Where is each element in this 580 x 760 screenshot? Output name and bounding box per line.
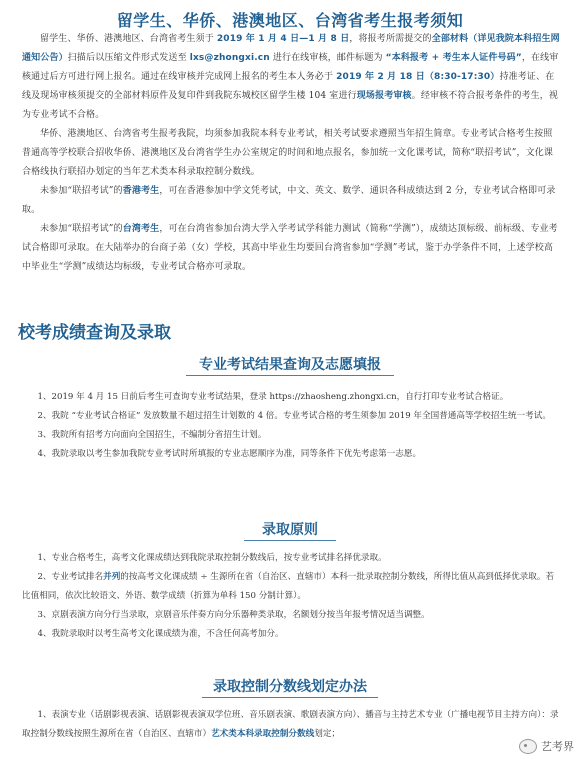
text-run: 扫描后以压缩文件形式发送至 bbox=[67, 53, 190, 63]
wechat-icon bbox=[519, 739, 537, 754]
list-item bbox=[22, 706, 560, 744]
notice-paragraph-1 bbox=[22, 30, 560, 125]
title-underline bbox=[244, 540, 336, 541]
title-underline bbox=[186, 375, 394, 376]
text-run: 未参加“联招考试”的 bbox=[40, 186, 123, 196]
notice-title: 留学生、华侨、港澳地区、台湾省考生报考须知 bbox=[116, 11, 464, 30]
art-score-line-highlight: 艺术类本科录取控制分数线 bbox=[211, 729, 315, 739]
notice-paragraph-4 bbox=[22, 220, 560, 277]
text-run: ，将报考所需提交的 bbox=[349, 34, 432, 44]
text-run: 。经审核不符合报考条件的考生，视为专业考试不合格。 bbox=[22, 91, 559, 120]
control-list bbox=[22, 706, 560, 744]
list-item: 3、京剧表演方向分行当录取，京剧音乐伴奏方向分乐器种类录取，名额划分按当年报考情况适当调整。 bbox=[37, 610, 430, 620]
text-run: 进行在线审核，邮件标题为 bbox=[269, 53, 386, 63]
watermark bbox=[519, 738, 574, 754]
text-run: 持准考证、在线及现场审核须提交的全部材料原件及复印件到我院东城校区留学生楼 104 室进行 bbox=[22, 72, 555, 101]
list-item: 1、2019 年 4 月 15 日前后考生可查询专业考试结果，登录 https://zhaosheng.zhongxi.cn，自行打印专业考试合格证。 bbox=[37, 392, 509, 402]
text-run: ，在线审核通过后方可进行网上报名。通过在线审核并完成网上报名的考生本人务必于 bbox=[22, 53, 559, 82]
text-run: 的按高考文化课成绩 ÷ 生源所在省（自治区、直辖市）本科一批录取控制分数线，所得比值从高到低择优录取。若比值相同，依次比较语文、外语、数学成绩（折算为单科 150 分制计算）。 bbox=[22, 572, 555, 601]
text-run: 2、专业考试排名 bbox=[37, 572, 104, 582]
principles-list bbox=[22, 549, 560, 644]
text-run: ，可在香港参加中学文凭考试，中文、英文、数学、通识各科成绩达到 2 分，专业考试合格即可录取。 bbox=[22, 186, 556, 215]
watermark-text: 艺考界 bbox=[541, 740, 574, 753]
text-run: 留学生、华侨、港澳地区、台湾省考生须于 bbox=[40, 34, 217, 44]
tie-highlight: 并列 bbox=[103, 572, 121, 582]
section-title: 校考成绩查询及录取 bbox=[18, 323, 171, 343]
list-item: 4、我院录取以考生参加我院专业考试时所填报的专业志愿顺序为准，同等条件下优先考虑第一志愿。 bbox=[37, 449, 422, 459]
list-item: 3、我院所有招考方向面向全国招生，不编制分省招生计划。 bbox=[37, 430, 267, 440]
email-subject-highlight: “本科报考 + 考生本人证件号码” bbox=[385, 53, 522, 63]
text-run: 划定； bbox=[314, 729, 341, 739]
list-item: 1、专业合格考生，高考文化课成绩达到我院录取控制分数线后，按专业考试排名择优录取。 bbox=[37, 553, 387, 563]
date-highlight: 2019 年 2 月 18 日（8:30-17:30） bbox=[336, 72, 500, 82]
date-highlight: 2019 年 1 月 4 日—1 月 8 日 bbox=[216, 34, 350, 44]
title-underline bbox=[202, 697, 378, 698]
text-run: 未参加“联招考试”的 bbox=[40, 224, 123, 234]
query-title: 专业考试结果查询及志愿填报 bbox=[199, 357, 381, 373]
list-item bbox=[22, 568, 560, 606]
taiwan-highlight: 台湾考生 bbox=[122, 224, 160, 234]
notice-paragraph-3 bbox=[22, 182, 560, 220]
text-run: 1、表演专业（话剧影视表演、话剧影视表演双学位班、音乐剧表演、歌剧表演方向）、播音与主持艺术专业（广播电视节目主持方向）：录取控制分数线按照生源所在省（自治区、直辖市） bbox=[22, 710, 559, 739]
materials-highlight: 全部材料（详见我院本科招生网通知公告） bbox=[22, 34, 560, 63]
notice-body bbox=[22, 30, 560, 277]
list-item: 4、我院录取时以考生高考文化课成绩为准，不含任何高考加分。 bbox=[37, 629, 284, 639]
onsite-review-highlight: 现场报考审核 bbox=[356, 91, 412, 101]
email-address: lxs@zhongxi.cn bbox=[189, 53, 270, 63]
hongkong-highlight: 香港考生 bbox=[122, 186, 160, 196]
notice-paragraph-2: 华侨、港澳地区、台湾省考生报考我院，均须参加我院本科专业考试，相关考试要求遵照当年招生简章。专业考试合格考生按照普通高等学校联合招收华侨、港澳地区及台湾省学生办公室规定的时间和地点报名，参加统一文化课考试，简称“联招考试”，文化课合格线执行联招办划定的当年艺术类本科录取控制分数线。 bbox=[22, 129, 554, 177]
query-list bbox=[22, 388, 560, 464]
list-item: 2、我院 “专业考试合格证” 发放数量不超过招生计划数的 4 倍。专业考试合格的考生须参加 2019 年全国普通高等学校招生统一考试。 bbox=[37, 411, 551, 421]
principles-title: 录取原则 bbox=[262, 522, 318, 538]
text-run: ，可在台湾省参加台湾大学入学考试学科能力测试（简称“学测”），成绩达顶标级、前标级、专业考试合格即可录取。在大陆举办的台商子弟（女）学校，其高中毕业生均要回台湾省参加“学测”考试，鉴于办学条件不同，上述学校高中毕业生“学测”成绩达均标级，专业考试合格亦可录取。 bbox=[22, 224, 558, 272]
control-title: 录取控制分数线划定办法 bbox=[213, 679, 367, 695]
